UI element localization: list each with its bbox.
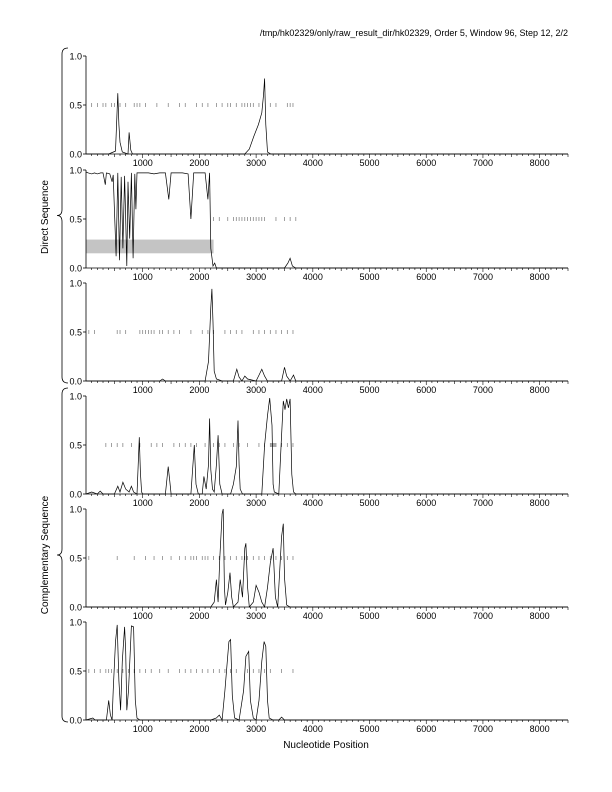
- complementary-sequence-label: Complementary Sequence: [40, 495, 51, 615]
- x-axis-label: Nucleotide Position: [283, 740, 369, 751]
- x-tick-label: 6000: [416, 611, 437, 621]
- x-tick-label: 4000: [302, 498, 323, 508]
- x-tick-label: 4000: [302, 158, 323, 168]
- x-tick-label: 8000: [529, 724, 550, 734]
- x-tick-label: 5000: [359, 385, 380, 395]
- series-line: [86, 289, 568, 381]
- y-tick-label: 0.5: [69, 327, 82, 338]
- x-tick-label: 6000: [416, 272, 437, 282]
- x-tick-label: 3000: [246, 272, 267, 282]
- y-tick-label: 1.0: [69, 504, 82, 515]
- y-tick-label: 0.0: [69, 715, 82, 726]
- y-tick-label: 0.5: [69, 214, 82, 225]
- y-tick-label: 0.0: [69, 149, 82, 160]
- x-tick-label: 5000: [359, 724, 380, 734]
- x-tick-label: 1000: [132, 498, 153, 508]
- shaded-marker: [270, 443, 276, 447]
- panel-4: [69, 392, 568, 509]
- x-tick-label: 3000: [246, 611, 267, 621]
- x-tick-label: 7000: [472, 272, 493, 282]
- y-tick-label: 0.0: [69, 263, 82, 274]
- x-tick-label: 5000: [359, 498, 380, 508]
- x-tick-label: 7000: [472, 611, 493, 621]
- x-tick-label: 3000: [246, 724, 267, 734]
- x-tick-label: 1000: [132, 158, 153, 168]
- series-line: [86, 509, 568, 607]
- x-tick-label: 4000: [302, 724, 323, 734]
- x-tick-label: 7000: [472, 158, 493, 168]
- x-tick-label: 7000: [472, 724, 493, 734]
- x-tick-label: 6000: [416, 498, 437, 508]
- x-tick-label: 4000: [302, 272, 323, 282]
- x-tick-label: 8000: [529, 272, 550, 282]
- x-tick-label: 4000: [302, 611, 323, 621]
- panel-2: [69, 166, 568, 283]
- y-tick-label: 1.0: [69, 391, 82, 402]
- x-tick-label: 6000: [416, 724, 437, 734]
- x-tick-label: 8000: [529, 498, 550, 508]
- x-tick-label: 3000: [246, 385, 267, 395]
- x-tick-label: 1000: [132, 272, 153, 282]
- x-tick-label: 7000: [472, 498, 493, 508]
- y-tick-label: 1.0: [69, 278, 82, 289]
- x-tick-label: 3000: [246, 498, 267, 508]
- panel-6: [69, 618, 568, 735]
- x-tick-label: 5000: [359, 158, 380, 168]
- direct-sequence-label: Direct Sequence: [40, 180, 51, 254]
- x-tick-label: 8000: [529, 158, 550, 168]
- panel-5: [69, 505, 568, 622]
- x-tick-label: 2000: [189, 158, 210, 168]
- header-text: /tmp/hk02329/only/raw_result_dir/hk02329, Order 5, Window 96, Step 12, 2/2: [259, 28, 568, 38]
- series-line: [86, 398, 568, 494]
- x-tick-label: 3000: [246, 158, 267, 168]
- x-tick-label: 1000: [132, 611, 153, 621]
- x-tick-label: 2000: [189, 385, 210, 395]
- x-tick-label: 1000: [132, 385, 153, 395]
- panels: [69, 52, 568, 735]
- x-tick-label: 2000: [189, 611, 210, 621]
- complementary-bracket: [57, 388, 68, 722]
- shaded-band: [86, 240, 214, 254]
- x-tick-label: 5000: [359, 611, 380, 621]
- series-line: [86, 79, 568, 155]
- direct-bracket: [57, 48, 68, 383]
- y-tick-label: 0.5: [69, 440, 82, 451]
- x-tick-label: 8000: [529, 385, 550, 395]
- panel-3: [69, 279, 568, 396]
- x-tick-label: 2000: [189, 272, 210, 282]
- group-brackets: [57, 48, 68, 722]
- x-tick-label: 2000: [189, 724, 210, 734]
- x-tick-label: 6000: [416, 158, 437, 168]
- x-tick-label: 4000: [302, 385, 323, 395]
- y-tick-label: 0.0: [69, 602, 82, 613]
- x-tick-label: 6000: [416, 385, 437, 395]
- x-tick-label: 1000: [132, 724, 153, 734]
- y-tick-label: 0.5: [69, 100, 82, 111]
- series-line: [86, 625, 568, 720]
- x-tick-label: 5000: [359, 272, 380, 282]
- series-line: [86, 172, 568, 268]
- x-tick-label: 2000: [189, 498, 210, 508]
- y-tick-label: 1.0: [69, 51, 82, 62]
- x-tick-label: 7000: [472, 385, 493, 395]
- x-tick-label: 8000: [529, 611, 550, 621]
- y-tick-label: 0.0: [69, 489, 82, 500]
- y-tick-label: 0.0: [69, 376, 82, 387]
- y-tick-label: 0.5: [69, 666, 82, 677]
- y-tick-label: 1.0: [69, 617, 82, 628]
- y-tick-label: 0.5: [69, 553, 82, 564]
- y-tick-label: 1.0: [69, 165, 82, 176]
- panel-1: [69, 52, 568, 169]
